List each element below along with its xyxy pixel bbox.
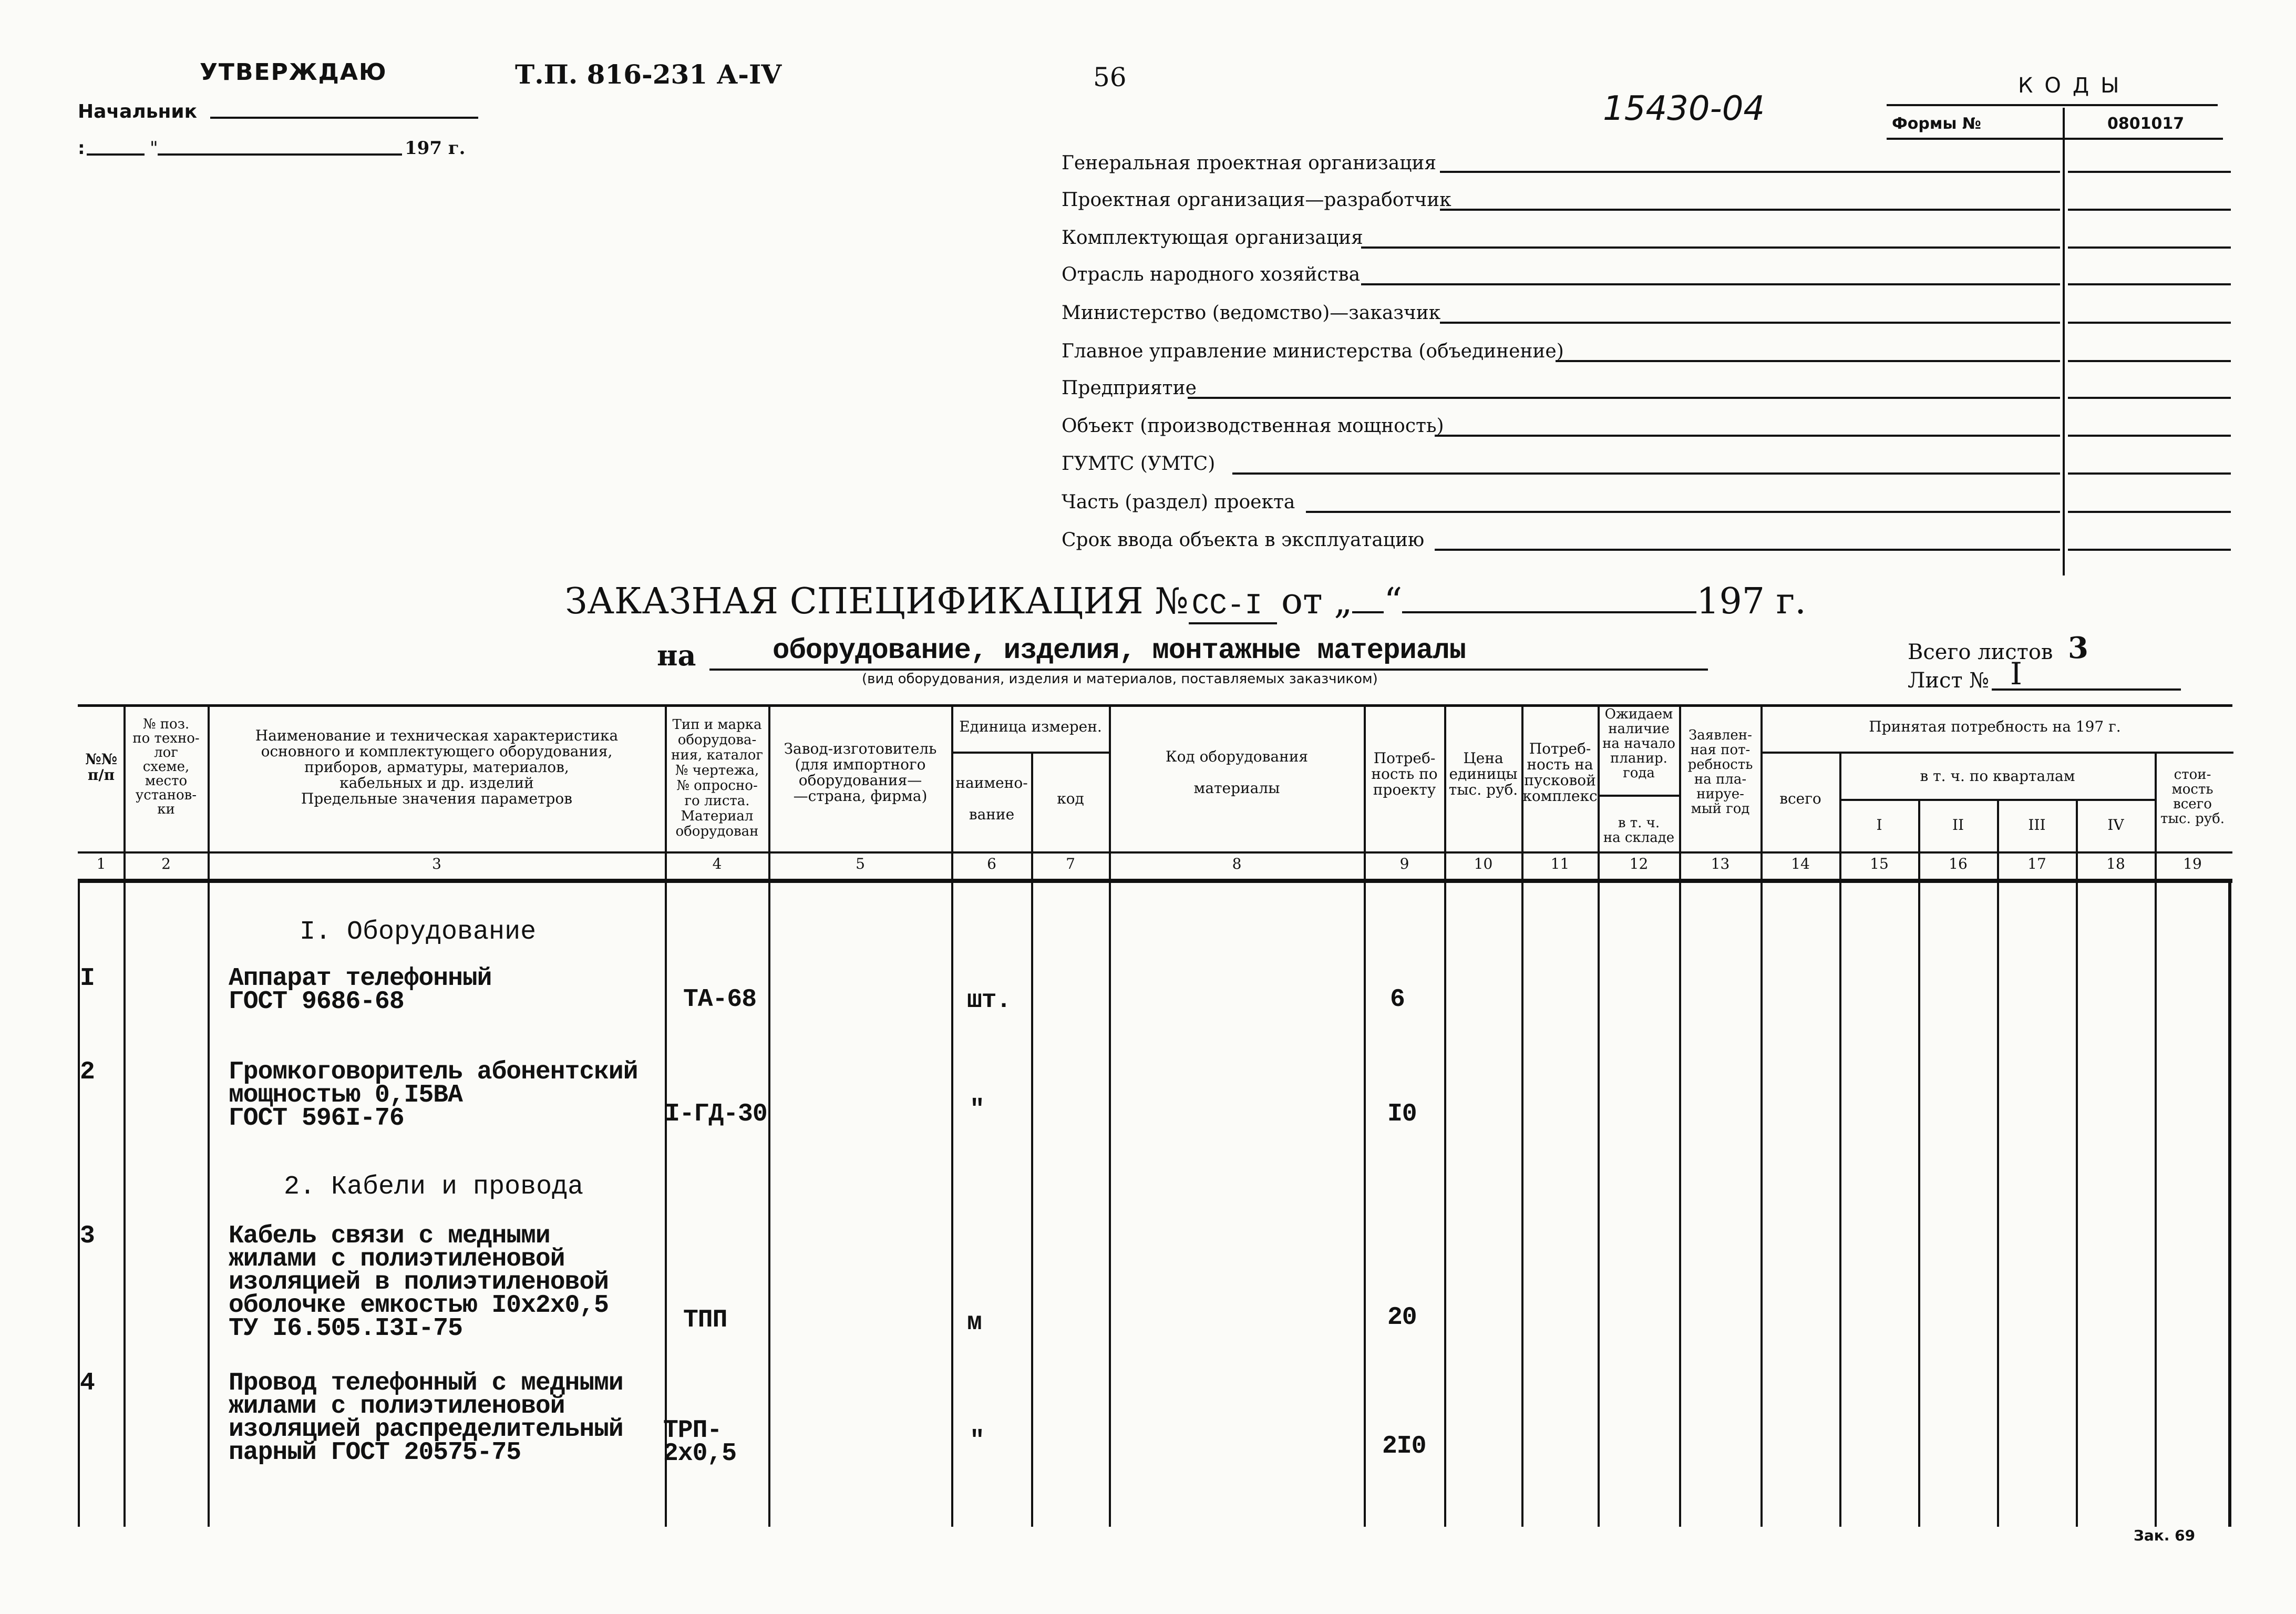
org-directorate-code-line [2068, 360, 2231, 362]
hdr-q4: IV [2107, 816, 2124, 834]
document-number: 15430-04 [1603, 89, 1765, 128]
org-gumts-line [1232, 472, 2060, 475]
row-name: Провод телефонный с медными жилами с полиэтиленовой изоляцией распределительный парный ГОСТ 20575-75 [229, 1369, 623, 1467]
org-industry-line [1361, 283, 2060, 285]
org-general-code-line [2068, 171, 2231, 173]
equipment-caption: (вид оборудования, изделия и материалов, поставляемых заказчиком) [862, 671, 1378, 687]
hdr-cost-total: стои- мость всего тыс. руб. [2160, 767, 2225, 827]
row-num: 2 [80, 1058, 95, 1086]
colnum-1: 1 [96, 855, 106, 872]
spec-quote: “ [1384, 581, 1403, 622]
table-top-rule [78, 704, 2232, 707]
org-ministry-line [1440, 322, 2060, 324]
spec-year: 197 г. [1696, 581, 1806, 622]
col-5-6-rule [951, 704, 953, 1527]
page-number: 56 [1093, 62, 1127, 92]
org-developer-line [1440, 209, 2060, 211]
colnum-7: 7 [1066, 855, 1075, 872]
row-num: 3 [80, 1222, 95, 1250]
row-qty: 20 [1387, 1303, 1417, 1332]
org-industry-code-line [2068, 283, 2231, 285]
col-4-5-rule [768, 704, 770, 1527]
col-7-8-rule [1109, 704, 1111, 1527]
spec-day-line [1352, 611, 1384, 613]
org-object-code-line [2068, 435, 2231, 437]
col-12-13-rule [1679, 704, 1681, 1527]
row-unit: " [970, 1427, 984, 1455]
colnum-13: 13 [1711, 855, 1730, 872]
colnum-6: 6 [987, 855, 996, 872]
table-right-rule [2228, 879, 2231, 1527]
hdr-unit-name: наимено- вание [955, 774, 1028, 823]
section-equipment: I. Оборудование [300, 917, 537, 947]
colnum-12: 12 [1629, 855, 1649, 872]
form-label: Формы № [1892, 115, 1982, 133]
hdr-accepted-group: Принятая потребность на 197 г. [1869, 718, 2121, 735]
colnum-2: 2 [161, 855, 171, 872]
date-year: 197 г. [405, 138, 466, 159]
row-num: 4 [80, 1369, 95, 1397]
hdr-total: всего [1779, 790, 1821, 807]
row-type: ТА-68 [683, 985, 757, 1014]
org-part-label: Часть (раздел) проекта [1062, 491, 1295, 513]
approval-title: УТВЕРЖДАЮ [200, 59, 387, 86]
row-num: I [80, 964, 95, 993]
unit-group-rule [951, 752, 1109, 754]
colnum-3: 3 [432, 855, 441, 872]
colnum-4: 4 [712, 855, 722, 872]
accepted-group-rule [1760, 752, 2233, 754]
equipment-type: оборудование, изделия, монтажные материалы [773, 635, 1466, 667]
row-name: Кабель связи с медными жилами с полиэтиленовой изоляцией в полиэтиленовой оболочке емкостью I0x2x0,5 ТУ I6.505.I3I-75 [229, 1222, 609, 1343]
org-gumts-label: ГУМТС (УМТС) [1062, 453, 1216, 475]
org-general-label: Генеральная проектная организация [1062, 152, 1437, 174]
org-part-code-line [2068, 511, 2231, 513]
hdr-name: Наименование и техническая характеристика основного и комплектующего оборудования, приборов, арматуры, материалов, кабельных и др. изделий Предельные значения параметров [255, 727, 619, 807]
org-general-line [1440, 171, 2060, 173]
org-ministry-label: Министерство (ведомство)—заказчик [1062, 302, 1441, 324]
row-type: ТПП [683, 1306, 727, 1334]
row-type: I-ГД-30 [665, 1100, 767, 1128]
hdr-equipment-code: Код оборудования материалы [1165, 748, 1309, 797]
hdr-unit-price: Цена единицы тыс. руб. [1448, 749, 1518, 798]
hdr-unit-group: Единица измерен. [959, 718, 1102, 735]
col-13-14-rule [1760, 704, 1763, 1527]
total-sheets-label: Всего листов [1908, 640, 2053, 664]
hdr-quarters-group: в т. ч. по кварталам [1920, 767, 2075, 785]
row-name: Громкоговоритель абонентский мощностью 0,I5ВА ГОСТ 596I-76 [229, 1058, 638, 1133]
org-completing-label: Комплектующая организация [1062, 227, 1363, 249]
hdr-num: №№ п/п [85, 751, 117, 784]
org-gumts-code-line [2068, 472, 2231, 475]
spec-title-prefix: ЗАКАЗНАЯ СПЕЦИФИКАЦИЯ № [565, 581, 1189, 622]
org-developer-label: Проектная организация—разработчик [1062, 189, 1451, 211]
col-16-17-rule [1997, 799, 1999, 1527]
codes-divider [2063, 108, 2065, 575]
org-industry-label: Отрасль народного хозяйства [1062, 264, 1361, 285]
date-day-line [87, 153, 145, 156]
on-label: на [657, 639, 696, 672]
colnum-5: 5 [856, 855, 865, 872]
spec-number: СС-I [1189, 589, 1277, 624]
date-month-line [158, 153, 402, 156]
chief-signature-line [210, 117, 478, 119]
col-2-3-rule [208, 704, 210, 1527]
org-deadline-label: Срок ввода объекта в эксплуатацию [1062, 529, 1425, 551]
hdr-type: Тип и марка оборудова- ния, каталог № чертежа, № опросно- го листа. Материал оборудован [671, 717, 764, 839]
org-part-line [1306, 511, 2060, 513]
org-object-line [1435, 435, 2060, 437]
colnum-18: 18 [2106, 855, 2125, 872]
row-qty: 2I0 [1382, 1432, 1426, 1461]
row-qty: 6 [1390, 985, 1405, 1014]
hdr-declared: Заявлен- ная пот- ребность на пла- нируе- мый год [1687, 727, 1753, 817]
stock-rule [1598, 795, 1679, 797]
hdr-position: № поз. по техно- лог схеме, место установ- ки [132, 716, 200, 817]
colnum-16: 16 [1949, 855, 1968, 872]
order-mark: Зак. 69 [2134, 1527, 2196, 1544]
hdr-q3: III [2028, 816, 2046, 834]
col-8-9-rule [1364, 704, 1366, 1527]
col-9-10-rule [1444, 704, 1446, 1527]
sheet-value: I [2010, 656, 2022, 692]
colnum-8: 8 [1232, 855, 1242, 872]
colnum-10: 10 [1474, 855, 1493, 872]
spec-title [565, 581, 1806, 622]
col-15-16-rule [1918, 799, 1920, 1527]
tp-code: Т.П. 816-231 А-IV [515, 59, 782, 90]
hdr-q2: II [1952, 816, 1964, 834]
header-bottom-rule [78, 851, 2232, 854]
org-ministry-code-line [2068, 322, 2231, 324]
colnum-9: 9 [1399, 855, 1409, 872]
org-enterprise-label: Предприятие [1062, 377, 1197, 399]
sheet-label: Лист № [1908, 669, 1990, 693]
hdr-manufacturer: Завод-изготовитель (для импортного оборудования— —страна, фирма) [784, 740, 937, 805]
row-type: ТРП- 2x0,5 [663, 1416, 737, 1468]
codes-top-rule [1887, 104, 2218, 106]
org-enterprise-line [1188, 397, 2060, 399]
colnum-bottom-rule [78, 879, 2232, 883]
codes-form-rule [1887, 138, 2223, 140]
col-10-11-rule [1521, 704, 1523, 1527]
org-completing-line [1361, 246, 2060, 249]
org-directorate-line [1556, 360, 2060, 362]
org-object-label: Объект (производственная мощность) [1062, 415, 1444, 437]
org-completing-code-line [2068, 246, 2231, 249]
hdr-unit-code: код [1057, 790, 1084, 807]
row-unit: " [970, 1096, 984, 1124]
hdr-need-project: Потреб- ность по проекту [1371, 749, 1438, 798]
colnum-19: 19 [2183, 855, 2202, 872]
total-sheets-value: 3 [2068, 631, 2088, 665]
section-cables: 2. Кабели и провода [284, 1172, 584, 1202]
org-developer-code-line [2068, 209, 2231, 211]
date-prefix: : [78, 138, 85, 159]
equipment-underline [709, 669, 1708, 671]
colnum-14: 14 [1791, 855, 1810, 872]
org-enterprise-code-line [2068, 397, 2231, 399]
sheet-underline [1992, 688, 2181, 691]
hdr-in-stock: в т. ч. на складе [1603, 815, 1675, 846]
hdr-need-launch: Потреб- ность на пусковой комплекс [1522, 740, 1598, 805]
org-deadline-code-line [2068, 549, 2231, 551]
row-unit: м [967, 1309, 982, 1337]
date-quote: " [150, 138, 158, 159]
row-qty: I0 [1387, 1100, 1417, 1128]
form-code: 0801017 [2107, 115, 2185, 133]
col-1-2-rule [123, 704, 126, 1527]
colnum-17: 17 [2027, 855, 2046, 872]
org-directorate-label: Главное управление министерства (объединение) [1062, 341, 1564, 362]
spec-from: от „ [1281, 581, 1353, 622]
spec-month-line [1402, 611, 1696, 613]
org-deadline-line [1435, 549, 2060, 551]
colnum-15: 15 [1870, 855, 1889, 872]
colnum-11: 11 [1550, 855, 1570, 872]
row-name: Аппарат телефонный ГОСТ 9686-68 [229, 964, 492, 1016]
codes-title: КОДЫ [2018, 74, 2131, 98]
row-unit: шт. [967, 986, 1011, 1015]
hdr-expected: Ожидаем наличие на начало планир. года [1602, 706, 1675, 781]
col-17-18-rule [2076, 799, 2078, 1527]
chief-label: Начальник [78, 101, 198, 122]
hdr-q1: I [1876, 816, 1882, 834]
